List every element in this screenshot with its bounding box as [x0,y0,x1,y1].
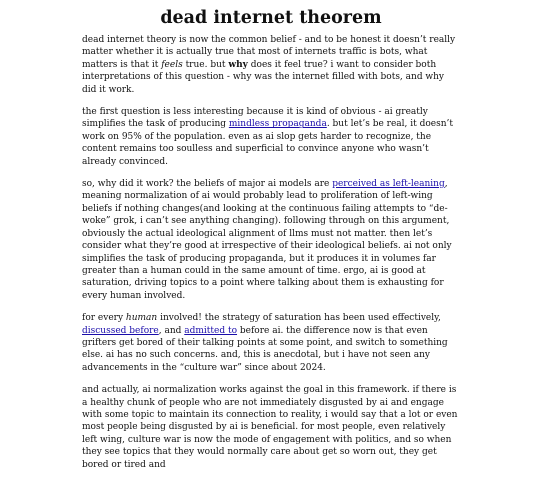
link-admitted-to[interactable]: admitted to [184,325,238,336]
article [82,0,460,481]
text-span: and actually, ai normalization works against the goal in this framework. if there is a healthy chunk of people who are not immediately disgusted by ai and engage with some topic to maintain its connection to reality, i would say that a lot or even most people being disgusted by ai is beneficial. for most people, even relatively left wing, culture war is now the mode of engagement with politics, and so when they see topics that they would normally care about get so worn out, they get bored or tired and [82,385,458,470]
text-span: before ai. the difference now is that even grifters get bored of their talking points at some point, and switch to something else. ai has no such concerns. and, this is anecdotal, but i have not seen any advancements in the “culture war” since about 2024. [82,325,448,373]
paragraph-5 [82,384,460,471]
text-span: the first question is less interesting because it is kind of obvious - ai greatly simplifies the task of producing [82,107,428,130]
link-mindless-propaganda[interactable]: mindless propaganda [228,119,327,130]
link-discussed-before[interactable]: discussed before [82,325,159,336]
text-span: involved! the strategy of saturation has been used effectively, [157,313,441,324]
paragraph-4 [82,312,460,374]
text-span: for every [82,313,126,324]
text-span: does it feel true? i want to consider both interpretations of this question - why was the internet filled with bots, and why did it work. [82,59,445,95]
text-span: , meaning normalization of ai would probably lead to proliferation of left-wing beliefs if nothing changes(and looking at the continuous failing attempts to “de-woke” grok, i can’t see anything changing). following through on this argument, obviously the actual ideological alignment of llms must not matter. then let’s consider what they’re good at irrespective of their ideological beliefs. ai not only simplifies the task of producing propaganda, but it produces it in volumes far greater than a human could in the same amount of time. ergo, ai is good at saturation, driving topics to a point where talking about them is exhausting for every human involved. [82,179,452,301]
text-span: so, why did it work? the beliefs of major ai models are [82,179,333,190]
text-span: dead internet theory is now the common belief - and to be honest it doesn’t really matter whether it is actually true that most of internets traffic is bots, what matters is that it [82,35,456,70]
text-span: true. but [182,59,229,70]
text-span: . but let’s be real, it doesn’t work on 95% of the population. even as ai slop gets harder to recognize, the content remains too soulless and superficial to convince anyone who wasn’t already convinced. [82,119,454,167]
paragraph-3 [82,178,460,302]
link-perceived-left-leaning[interactable]: perceived as left-leaning [332,179,445,190]
emphasis-text: feels [161,59,183,70]
page-title: dead internet theorem [160,8,382,28]
paragraph-2 [82,106,460,168]
strong-text: why [228,59,248,70]
text-span: , and [158,325,185,336]
paragraph-1 [82,34,460,96]
emphasis-text: human [125,313,158,324]
